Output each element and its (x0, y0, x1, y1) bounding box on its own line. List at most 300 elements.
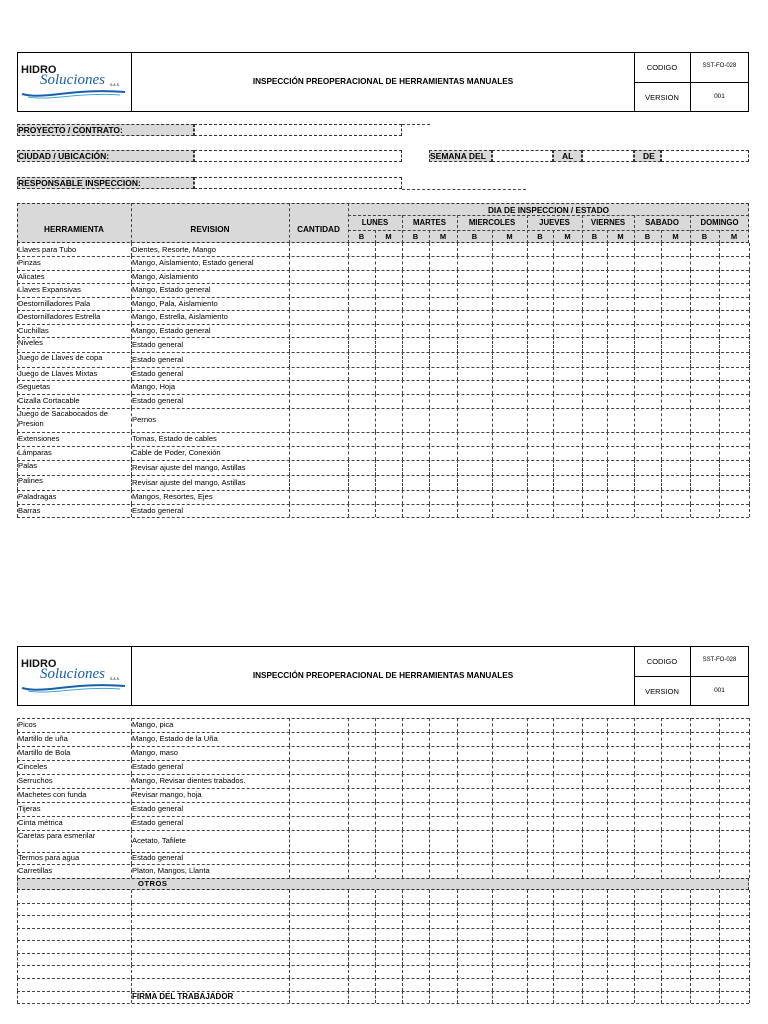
check-cell[interactable] (458, 774, 491, 788)
empty-row[interactable] (17, 940, 749, 953)
check-cell[interactable] (403, 310, 428, 324)
check-cell[interactable] (430, 310, 456, 324)
check-cell[interactable] (493, 864, 526, 878)
check-cell[interactable] (403, 380, 428, 394)
check-cell[interactable] (608, 337, 633, 352)
check-cell[interactable] (720, 816, 748, 830)
check-cell[interactable] (349, 283, 374, 297)
check-cell[interactable] (349, 788, 374, 802)
check-cell[interactable] (403, 394, 428, 408)
empty-row[interactable] (17, 890, 749, 903)
check-cell[interactable] (720, 283, 748, 297)
check-cell[interactable] (528, 504, 552, 517)
check-cell[interactable] (376, 297, 401, 310)
check-cell[interactable] (458, 256, 491, 270)
check-cell[interactable] (554, 367, 581, 380)
check-cell[interactable] (608, 816, 633, 830)
check-cell[interactable] (662, 746, 689, 760)
check-cell[interactable] (608, 446, 633, 460)
check-cell[interactable] (376, 504, 401, 517)
check-cell[interactable] (458, 788, 491, 802)
check-cell[interactable] (376, 432, 401, 446)
check-cell[interactable] (691, 446, 718, 460)
check-cell[interactable] (691, 504, 718, 517)
cantidad-cell[interactable] (290, 324, 347, 337)
check-cell[interactable] (528, 310, 552, 324)
check-cell[interactable] (583, 746, 606, 760)
check-cell[interactable] (635, 367, 660, 380)
check-cell[interactable] (376, 394, 401, 408)
check-cell[interactable] (403, 774, 428, 788)
check-cell[interactable] (376, 718, 401, 732)
check-cell[interactable] (635, 432, 660, 446)
check-cell[interactable] (493, 852, 526, 864)
check-cell[interactable] (403, 460, 428, 475)
check-cell[interactable] (349, 297, 374, 310)
cantidad-cell[interactable] (290, 774, 347, 788)
check-cell[interactable] (493, 432, 526, 446)
check-cell[interactable] (554, 852, 581, 864)
check-cell[interactable] (349, 408, 374, 432)
check-cell[interactable] (376, 270, 401, 283)
check-cell[interactable] (376, 243, 401, 256)
check-cell[interactable] (403, 337, 428, 352)
check-cell[interactable] (720, 788, 748, 802)
check-cell[interactable] (554, 788, 581, 802)
check-cell[interactable] (608, 774, 633, 788)
check-cell[interactable] (554, 408, 581, 432)
check-cell[interactable] (349, 774, 374, 788)
check-cell[interactable] (720, 380, 748, 394)
check-cell[interactable] (403, 408, 428, 432)
check-cell[interactable] (493, 460, 526, 475)
check-cell[interactable] (349, 446, 374, 460)
check-cell[interactable] (458, 408, 491, 432)
check-cell[interactable] (583, 394, 606, 408)
check-cell[interactable] (376, 802, 401, 816)
check-cell[interactable] (528, 297, 552, 310)
check-cell[interactable] (554, 732, 581, 746)
check-cell[interactable] (528, 270, 552, 283)
check-cell[interactable] (554, 432, 581, 446)
cantidad-cell[interactable] (290, 446, 347, 460)
check-cell[interactable] (430, 802, 456, 816)
check-cell[interactable] (720, 504, 748, 517)
check-cell[interactable] (608, 760, 633, 774)
proyecto-input[interactable] (194, 124, 402, 136)
check-cell[interactable] (403, 324, 428, 337)
check-cell[interactable] (349, 337, 374, 352)
cantidad-cell[interactable] (290, 504, 347, 517)
check-cell[interactable] (608, 283, 633, 297)
check-cell[interactable] (691, 718, 718, 732)
check-cell[interactable] (349, 760, 374, 774)
cantidad-cell[interactable] (290, 352, 347, 367)
check-cell[interactable] (376, 324, 401, 337)
check-cell[interactable] (720, 297, 748, 310)
check-cell[interactable] (635, 760, 660, 774)
check-cell[interactable] (554, 718, 581, 732)
cantidad-cell[interactable] (290, 432, 347, 446)
check-cell[interactable] (583, 802, 606, 816)
check-cell[interactable] (493, 367, 526, 380)
check-cell[interactable] (554, 864, 581, 878)
check-cell[interactable] (608, 732, 633, 746)
check-cell[interactable] (662, 352, 689, 367)
check-cell[interactable] (635, 718, 660, 732)
check-cell[interactable] (583, 852, 606, 864)
check-cell[interactable] (403, 802, 428, 816)
check-cell[interactable] (720, 802, 748, 816)
check-cell[interactable] (662, 297, 689, 310)
check-cell[interactable] (583, 297, 606, 310)
check-cell[interactable] (662, 802, 689, 816)
check-cell[interactable] (493, 475, 526, 490)
check-cell[interactable] (691, 490, 718, 504)
cantidad-cell[interactable] (290, 380, 347, 394)
check-cell[interactable] (691, 864, 718, 878)
check-cell[interactable] (691, 283, 718, 297)
check-cell[interactable] (430, 732, 456, 746)
check-cell[interactable] (528, 852, 552, 864)
check-cell[interactable] (662, 830, 689, 852)
check-cell[interactable] (583, 283, 606, 297)
check-cell[interactable] (554, 816, 581, 830)
check-cell[interactable] (430, 504, 456, 517)
check-cell[interactable] (691, 432, 718, 446)
check-cell[interactable] (608, 718, 633, 732)
check-cell[interactable] (403, 256, 428, 270)
check-cell[interactable] (403, 504, 428, 517)
check-cell[interactable] (458, 732, 491, 746)
check-cell[interactable] (403, 243, 428, 256)
check-cell[interactable] (430, 394, 456, 408)
cantidad-cell[interactable] (290, 746, 347, 760)
check-cell[interactable] (430, 746, 456, 760)
cantidad-cell[interactable] (290, 816, 347, 830)
check-cell[interactable] (720, 475, 748, 490)
check-cell[interactable] (493, 788, 526, 802)
check-cell[interactable] (403, 760, 428, 774)
check-cell[interactable] (403, 816, 428, 830)
cantidad-cell[interactable] (290, 460, 347, 475)
check-cell[interactable] (493, 802, 526, 816)
check-cell[interactable] (635, 475, 660, 490)
cantidad-cell[interactable] (290, 864, 347, 878)
check-cell[interactable] (720, 446, 748, 460)
check-cell[interactable] (720, 367, 748, 380)
check-cell[interactable] (720, 310, 748, 324)
check-cell[interactable] (720, 774, 748, 788)
check-cell[interactable] (403, 718, 428, 732)
check-cell[interactable] (493, 718, 526, 732)
check-cell[interactable] (458, 367, 491, 380)
check-cell[interactable] (662, 864, 689, 878)
check-cell[interactable] (691, 788, 718, 802)
check-cell[interactable] (608, 352, 633, 367)
check-cell[interactable] (691, 380, 718, 394)
check-cell[interactable] (493, 297, 526, 310)
check-cell[interactable] (583, 310, 606, 324)
check-cell[interactable] (691, 475, 718, 490)
check-cell[interactable] (528, 460, 552, 475)
check-cell[interactable] (662, 816, 689, 830)
check-cell[interactable] (720, 746, 748, 760)
check-cell[interactable] (720, 732, 748, 746)
check-cell[interactable] (583, 830, 606, 852)
check-cell[interactable] (691, 816, 718, 830)
check-cell[interactable] (430, 432, 456, 446)
check-cell[interactable] (430, 256, 456, 270)
check-cell[interactable] (493, 283, 526, 297)
check-cell[interactable] (493, 830, 526, 852)
check-cell[interactable] (583, 760, 606, 774)
check-cell[interactable] (554, 352, 581, 367)
check-cell[interactable] (493, 816, 526, 830)
check-cell[interactable] (583, 475, 606, 490)
check-cell[interactable] (635, 490, 660, 504)
check-cell[interactable] (528, 446, 552, 460)
check-cell[interactable] (349, 256, 374, 270)
check-cell[interactable] (608, 830, 633, 852)
check-cell[interactable] (430, 774, 456, 788)
cantidad-cell[interactable] (290, 760, 347, 774)
check-cell[interactable] (720, 460, 748, 475)
check-cell[interactable] (528, 367, 552, 380)
check-cell[interactable] (528, 283, 552, 297)
check-cell[interactable] (583, 380, 606, 394)
check-cell[interactable] (662, 283, 689, 297)
check-cell[interactable] (528, 746, 552, 760)
check-cell[interactable] (458, 864, 491, 878)
check-cell[interactable] (458, 270, 491, 283)
semana-input[interactable] (492, 150, 553, 162)
check-cell[interactable] (691, 324, 718, 337)
check-cell[interactable] (583, 256, 606, 270)
check-cell[interactable] (528, 394, 552, 408)
check-cell[interactable] (554, 460, 581, 475)
check-cell[interactable] (430, 270, 456, 283)
check-cell[interactable] (493, 490, 526, 504)
check-cell[interactable] (662, 718, 689, 732)
check-cell[interactable] (691, 270, 718, 283)
check-cell[interactable] (583, 243, 606, 256)
cantidad-cell[interactable] (290, 475, 347, 490)
check-cell[interactable] (635, 788, 660, 802)
check-cell[interactable] (662, 460, 689, 475)
check-cell[interactable] (662, 310, 689, 324)
check-cell[interactable] (583, 324, 606, 337)
empty-row[interactable] (17, 953, 749, 965)
cantidad-cell[interactable] (290, 732, 347, 746)
check-cell[interactable] (662, 490, 689, 504)
check-cell[interactable] (458, 475, 491, 490)
check-cell[interactable] (662, 367, 689, 380)
cantidad-cell[interactable] (290, 367, 347, 380)
check-cell[interactable] (528, 760, 552, 774)
check-cell[interactable] (430, 830, 456, 852)
check-cell[interactable] (493, 324, 526, 337)
check-cell[interactable] (635, 746, 660, 760)
check-cell[interactable] (493, 746, 526, 760)
check-cell[interactable] (662, 788, 689, 802)
check-cell[interactable] (458, 718, 491, 732)
empty-row[interactable] (17, 903, 749, 915)
check-cell[interactable] (554, 297, 581, 310)
check-cell[interactable] (583, 446, 606, 460)
check-cell[interactable] (430, 380, 456, 394)
check-cell[interactable] (691, 746, 718, 760)
check-cell[interactable] (691, 774, 718, 788)
cantidad-cell[interactable] (290, 243, 347, 256)
check-cell[interactable] (662, 408, 689, 432)
empty-row[interactable] (17, 965, 749, 978)
check-cell[interactable] (349, 310, 374, 324)
check-cell[interactable] (720, 864, 748, 878)
check-cell[interactable] (403, 283, 428, 297)
check-cell[interactable] (430, 243, 456, 256)
check-cell[interactable] (583, 408, 606, 432)
check-cell[interactable] (349, 270, 374, 283)
check-cell[interactable] (608, 460, 633, 475)
check-cell[interactable] (720, 337, 748, 352)
check-cell[interactable] (376, 788, 401, 802)
check-cell[interactable] (376, 852, 401, 864)
cantidad-cell[interactable] (290, 270, 347, 283)
check-cell[interactable] (691, 732, 718, 746)
check-cell[interactable] (608, 297, 633, 310)
empty-row[interactable] (17, 915, 749, 928)
check-cell[interactable] (662, 475, 689, 490)
check-cell[interactable] (458, 802, 491, 816)
check-cell[interactable] (691, 760, 718, 774)
check-cell[interactable] (635, 774, 660, 788)
check-cell[interactable] (458, 283, 491, 297)
check-cell[interactable] (635, 297, 660, 310)
check-cell[interactable] (349, 475, 374, 490)
check-cell[interactable] (376, 337, 401, 352)
check-cell[interactable] (691, 460, 718, 475)
check-cell[interactable] (720, 718, 748, 732)
cantidad-cell[interactable] (290, 788, 347, 802)
check-cell[interactable] (493, 504, 526, 517)
check-cell[interactable] (430, 324, 456, 337)
check-cell[interactable] (608, 802, 633, 816)
check-cell[interactable] (376, 475, 401, 490)
check-cell[interactable] (691, 367, 718, 380)
check-cell[interactable] (430, 337, 456, 352)
check-cell[interactable] (554, 504, 581, 517)
check-cell[interactable] (720, 324, 748, 337)
check-cell[interactable] (608, 852, 633, 864)
check-cell[interactable] (554, 830, 581, 852)
check-cell[interactable] (349, 718, 374, 732)
check-cell[interactable] (720, 256, 748, 270)
check-cell[interactable] (430, 460, 456, 475)
check-cell[interactable] (554, 256, 581, 270)
check-cell[interactable] (608, 310, 633, 324)
check-cell[interactable] (608, 788, 633, 802)
check-cell[interactable] (349, 432, 374, 446)
check-cell[interactable] (403, 446, 428, 460)
check-cell[interactable] (662, 380, 689, 394)
check-cell[interactable] (376, 408, 401, 432)
check-cell[interactable] (430, 760, 456, 774)
cantidad-cell[interactable] (290, 394, 347, 408)
check-cell[interactable] (376, 256, 401, 270)
check-cell[interactable] (376, 310, 401, 324)
check-cell[interactable] (458, 746, 491, 760)
check-cell[interactable] (430, 788, 456, 802)
check-cell[interactable] (349, 732, 374, 746)
check-cell[interactable] (583, 788, 606, 802)
check-cell[interactable] (720, 830, 748, 852)
check-cell[interactable] (349, 802, 374, 816)
check-cell[interactable] (528, 788, 552, 802)
check-cell[interactable] (554, 337, 581, 352)
check-cell[interactable] (403, 297, 428, 310)
cantidad-cell[interactable] (290, 310, 347, 324)
check-cell[interactable] (554, 324, 581, 337)
cantidad-cell[interactable] (290, 802, 347, 816)
check-cell[interactable] (720, 432, 748, 446)
check-cell[interactable] (458, 243, 491, 256)
check-cell[interactable] (528, 732, 552, 746)
check-cell[interactable] (635, 394, 660, 408)
check-cell[interactable] (528, 802, 552, 816)
check-cell[interactable] (662, 256, 689, 270)
check-cell[interactable] (691, 297, 718, 310)
check-cell[interactable] (376, 774, 401, 788)
check-cell[interactable] (662, 732, 689, 746)
check-cell[interactable] (376, 446, 401, 460)
check-cell[interactable] (349, 864, 374, 878)
check-cell[interactable] (720, 394, 748, 408)
check-cell[interactable] (691, 310, 718, 324)
check-cell[interactable] (349, 367, 374, 380)
check-cell[interactable] (608, 394, 633, 408)
check-cell[interactable] (583, 774, 606, 788)
check-cell[interactable] (554, 490, 581, 504)
check-cell[interactable] (493, 394, 526, 408)
check-cell[interactable] (430, 864, 456, 878)
check-cell[interactable] (458, 816, 491, 830)
check-cell[interactable] (376, 352, 401, 367)
check-cell[interactable] (458, 504, 491, 517)
check-cell[interactable] (635, 380, 660, 394)
check-cell[interactable] (376, 367, 401, 380)
check-cell[interactable] (528, 243, 552, 256)
check-cell[interactable] (608, 367, 633, 380)
check-cell[interactable] (493, 446, 526, 460)
check-cell[interactable] (635, 352, 660, 367)
check-cell[interactable] (430, 408, 456, 432)
check-cell[interactable] (583, 367, 606, 380)
check-cell[interactable] (635, 504, 660, 517)
check-cell[interactable] (720, 490, 748, 504)
check-cell[interactable] (583, 432, 606, 446)
check-cell[interactable] (528, 432, 552, 446)
check-cell[interactable] (458, 490, 491, 504)
check-cell[interactable] (720, 352, 748, 367)
cantidad-cell[interactable] (290, 297, 347, 310)
check-cell[interactable] (349, 490, 374, 504)
check-cell[interactable] (635, 816, 660, 830)
check-cell[interactable] (583, 337, 606, 352)
check-cell[interactable] (691, 337, 718, 352)
check-cell[interactable] (458, 760, 491, 774)
check-cell[interactable] (662, 504, 689, 517)
